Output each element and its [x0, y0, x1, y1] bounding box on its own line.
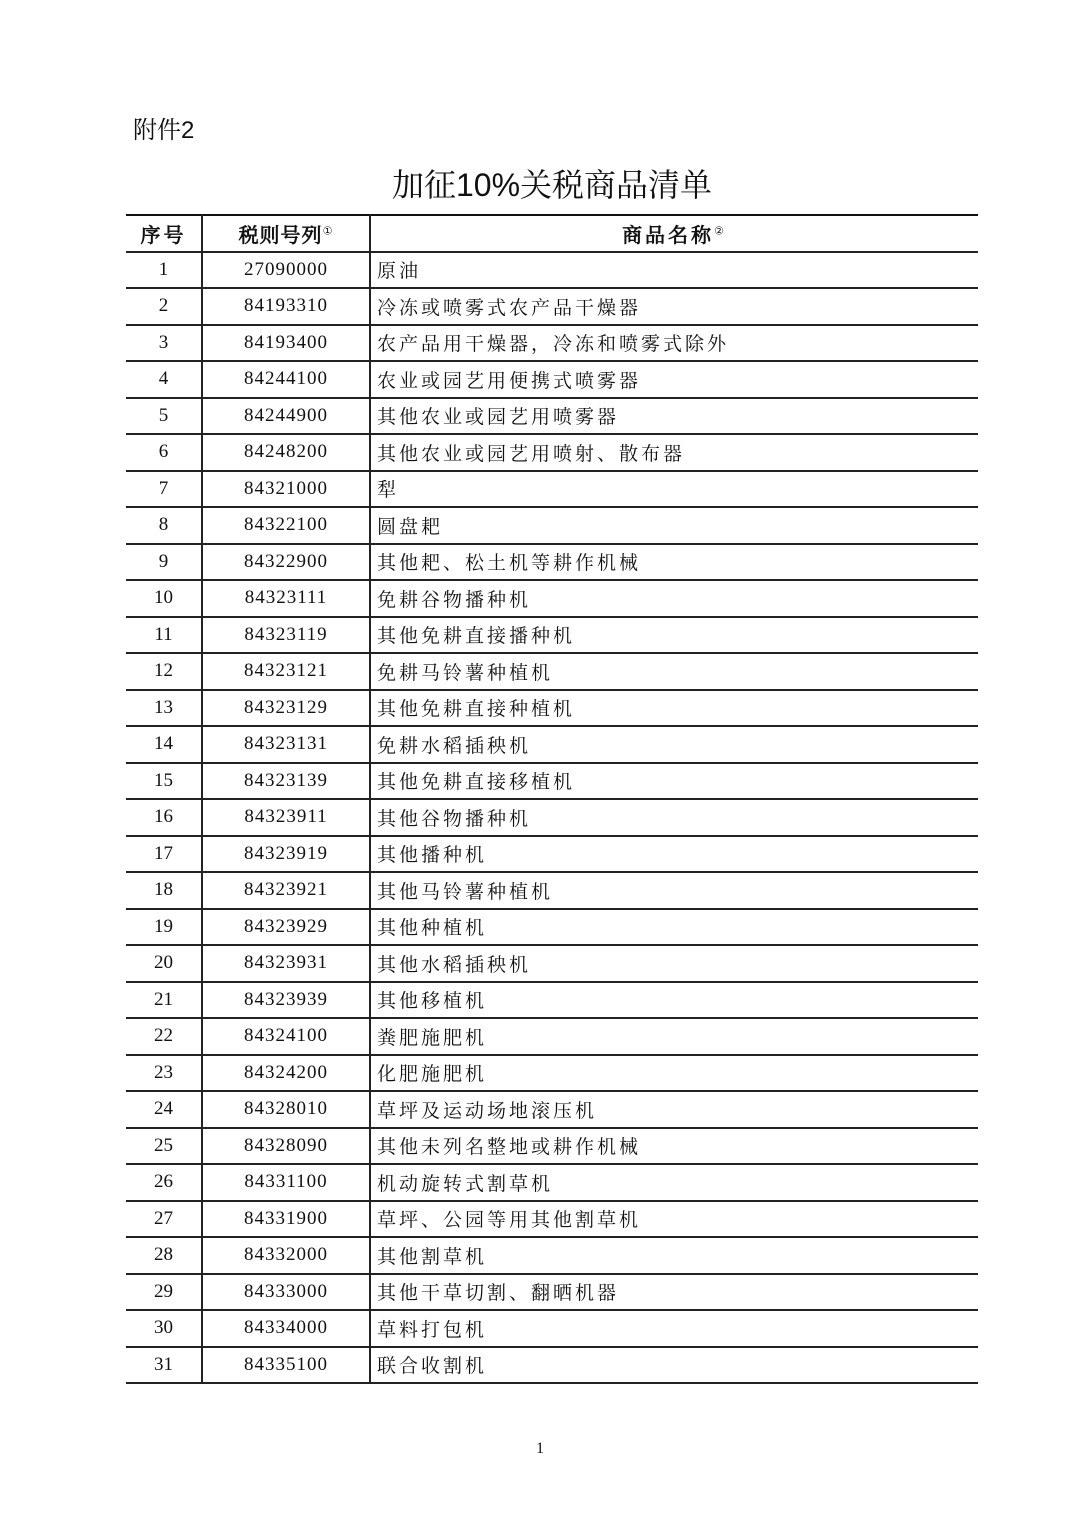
cell-product-name: 其他移植机 — [370, 982, 978, 1019]
table-row — [126, 1128, 978, 1165]
cell-seq: 28 — [126, 1237, 202, 1274]
cell-tariff-code: 84193400 — [202, 325, 370, 362]
cell-tariff-code: 84323919 — [202, 836, 370, 873]
table-row — [126, 653, 978, 690]
table-header-row — [126, 215, 978, 252]
cell-tariff-code: 84323939 — [202, 982, 370, 1019]
cell-tariff-code: 84328090 — [202, 1128, 370, 1165]
table-row — [126, 507, 978, 544]
cell-tariff-code: 84323139 — [202, 763, 370, 800]
cell-tariff-code: 84322900 — [202, 544, 370, 581]
cell-product-name: 草料打包机 — [370, 1310, 978, 1347]
table-row — [126, 799, 978, 836]
cell-product-name: 其他免耕直接种植机 — [370, 690, 978, 727]
cell-product-name: 冷冻或喷雾式农产品干燥器 — [370, 288, 978, 325]
cell-seq: 13 — [126, 690, 202, 727]
cell-product-name: 原油 — [370, 252, 978, 289]
cell-seq: 7 — [126, 471, 202, 508]
cell-seq: 19 — [126, 909, 202, 946]
cell-product-name: 圆盘耙 — [370, 507, 978, 544]
cell-seq: 8 — [126, 507, 202, 544]
header-tariff-code: 税则号列① — [202, 215, 370, 252]
cell-tariff-code: 84321000 — [202, 471, 370, 508]
cell-tariff-code: 27090000 — [202, 252, 370, 289]
attachment-label: 附件2 — [133, 117, 195, 144]
cell-tariff-code: 84323111 — [202, 580, 370, 617]
table-row — [126, 1164, 978, 1201]
table-row — [126, 1237, 978, 1274]
table-row — [126, 471, 978, 508]
table-row — [126, 434, 978, 471]
tariff-goods-table — [126, 214, 978, 1384]
cell-seq: 18 — [126, 872, 202, 909]
cell-tariff-code: 84328010 — [202, 1091, 370, 1128]
cell-product-name: 其他种植机 — [370, 909, 978, 946]
header-product-name: 商品名称② — [370, 215, 978, 252]
table-row — [126, 690, 978, 727]
cell-seq: 2 — [126, 288, 202, 325]
cell-tariff-code: 84323119 — [202, 617, 370, 654]
footnote-marker: ② — [714, 225, 727, 238]
cell-product-name: 其他农业或园艺用喷雾器 — [370, 398, 978, 435]
cell-tariff-code: 84331900 — [202, 1201, 370, 1238]
cell-product-name: 其他谷物播种机 — [370, 799, 978, 836]
cell-product-name: 其他未列名整地或耕作机械 — [370, 1128, 978, 1165]
cell-tariff-code: 84333000 — [202, 1274, 370, 1311]
table-row — [126, 288, 978, 325]
footnote-marker: ① — [322, 225, 334, 238]
cell-product-name: 联合收割机 — [370, 1347, 978, 1384]
table-row — [126, 1018, 978, 1055]
cell-product-name: 其他马铃薯种植机 — [370, 872, 978, 909]
cell-tariff-code: 84324100 — [202, 1018, 370, 1055]
cell-product-name: 机动旋转式割草机 — [370, 1164, 978, 1201]
cell-product-name: 免耕水稻插秧机 — [370, 726, 978, 763]
table-row — [126, 836, 978, 873]
table-row — [126, 544, 978, 581]
table-row — [126, 763, 978, 800]
cell-tariff-code: 84323929 — [202, 909, 370, 946]
cell-seq: 14 — [126, 726, 202, 763]
cell-seq: 5 — [126, 398, 202, 435]
cell-product-name: 粪肥施肥机 — [370, 1018, 978, 1055]
cell-seq: 26 — [126, 1164, 202, 1201]
cell-tariff-code: 84244100 — [202, 361, 370, 398]
cell-tariff-code: 84323931 — [202, 945, 370, 982]
cell-seq: 3 — [126, 325, 202, 362]
cell-product-name: 农产品用干燥器，冷冻和喷雾式除外 — [370, 325, 978, 362]
cell-tariff-code: 84244900 — [202, 398, 370, 435]
table-row — [126, 398, 978, 435]
cell-product-name: 草坪、公园等用其他割草机 — [370, 1201, 978, 1238]
cell-tariff-code: 84323911 — [202, 799, 370, 836]
cell-tariff-code: 84334000 — [202, 1310, 370, 1347]
table-row — [126, 726, 978, 763]
table-row — [126, 325, 978, 362]
cell-tariff-code: 84323921 — [202, 872, 370, 909]
cell-seq: 23 — [126, 1055, 202, 1092]
cell-seq: 4 — [126, 361, 202, 398]
cell-tariff-code: 84331100 — [202, 1164, 370, 1201]
cell-seq: 30 — [126, 1310, 202, 1347]
table-row — [126, 1310, 978, 1347]
page-title: 加征10%关税商品清单 — [391, 167, 713, 203]
table-row — [126, 252, 978, 289]
cell-product-name: 免耕谷物播种机 — [370, 580, 978, 617]
cell-product-name: 免耕马铃薯种植机 — [370, 653, 978, 690]
cell-product-name: 其他农业或园艺用喷射、散布器 — [370, 434, 978, 471]
cell-tariff-code: 84248200 — [202, 434, 370, 471]
cell-seq: 12 — [126, 653, 202, 690]
cell-product-name: 其他免耕直接移植机 — [370, 763, 978, 800]
table-row — [126, 1091, 978, 1128]
table-row — [126, 872, 978, 909]
cell-product-name: 其他耙、松土机等耕作机械 — [370, 544, 978, 581]
cell-seq: 25 — [126, 1128, 202, 1165]
cell-product-name: 其他免耕直接播种机 — [370, 617, 978, 654]
cell-seq: 29 — [126, 1274, 202, 1311]
cell-tariff-code: 84324200 — [202, 1055, 370, 1092]
cell-seq: 11 — [126, 617, 202, 654]
cell-product-name: 其他干草切割、翻晒机器 — [370, 1274, 978, 1311]
cell-product-name: 其他播种机 — [370, 836, 978, 873]
cell-product-name: 其他水稻插秧机 — [370, 945, 978, 982]
cell-seq: 27 — [126, 1201, 202, 1238]
cell-seq: 17 — [126, 836, 202, 873]
table-row — [126, 982, 978, 1019]
table-row — [126, 617, 978, 654]
table-row — [126, 945, 978, 982]
page-number: 1 — [536, 1440, 544, 1457]
cell-seq: 10 — [126, 580, 202, 617]
cell-seq: 31 — [126, 1347, 202, 1384]
cell-tariff-code: 84323121 — [202, 653, 370, 690]
table-row — [126, 1201, 978, 1238]
table-row — [126, 909, 978, 946]
cell-seq: 6 — [126, 434, 202, 471]
cell-product-name: 犁 — [370, 471, 978, 508]
cell-seq: 22 — [126, 1018, 202, 1055]
table-row — [126, 580, 978, 617]
cell-seq: 20 — [126, 945, 202, 982]
cell-seq: 15 — [126, 763, 202, 800]
cell-product-name: 化肥施肥机 — [370, 1055, 978, 1092]
table-row — [126, 1347, 978, 1384]
cell-tariff-code: 84332000 — [202, 1237, 370, 1274]
cell-tariff-code: 84193310 — [202, 288, 370, 325]
cell-product-name: 草坪及运动场地滚压机 — [370, 1091, 978, 1128]
cell-product-name: 其他割草机 — [370, 1237, 978, 1274]
header-seq: 序号 — [126, 215, 202, 252]
cell-tariff-code: 84323129 — [202, 690, 370, 727]
table-row — [126, 1274, 978, 1311]
cell-tariff-code: 84323131 — [202, 726, 370, 763]
table-row — [126, 361, 978, 398]
cell-seq: 24 — [126, 1091, 202, 1128]
table-row — [126, 1055, 978, 1092]
cell-seq: 1 — [126, 252, 202, 289]
cell-seq: 21 — [126, 982, 202, 1019]
cell-product-name: 农业或园艺用便携式喷雾器 — [370, 361, 978, 398]
cell-seq: 9 — [126, 544, 202, 581]
cell-seq: 16 — [126, 799, 202, 836]
cell-tariff-code: 84322100 — [202, 507, 370, 544]
cell-tariff-code: 84335100 — [202, 1347, 370, 1384]
